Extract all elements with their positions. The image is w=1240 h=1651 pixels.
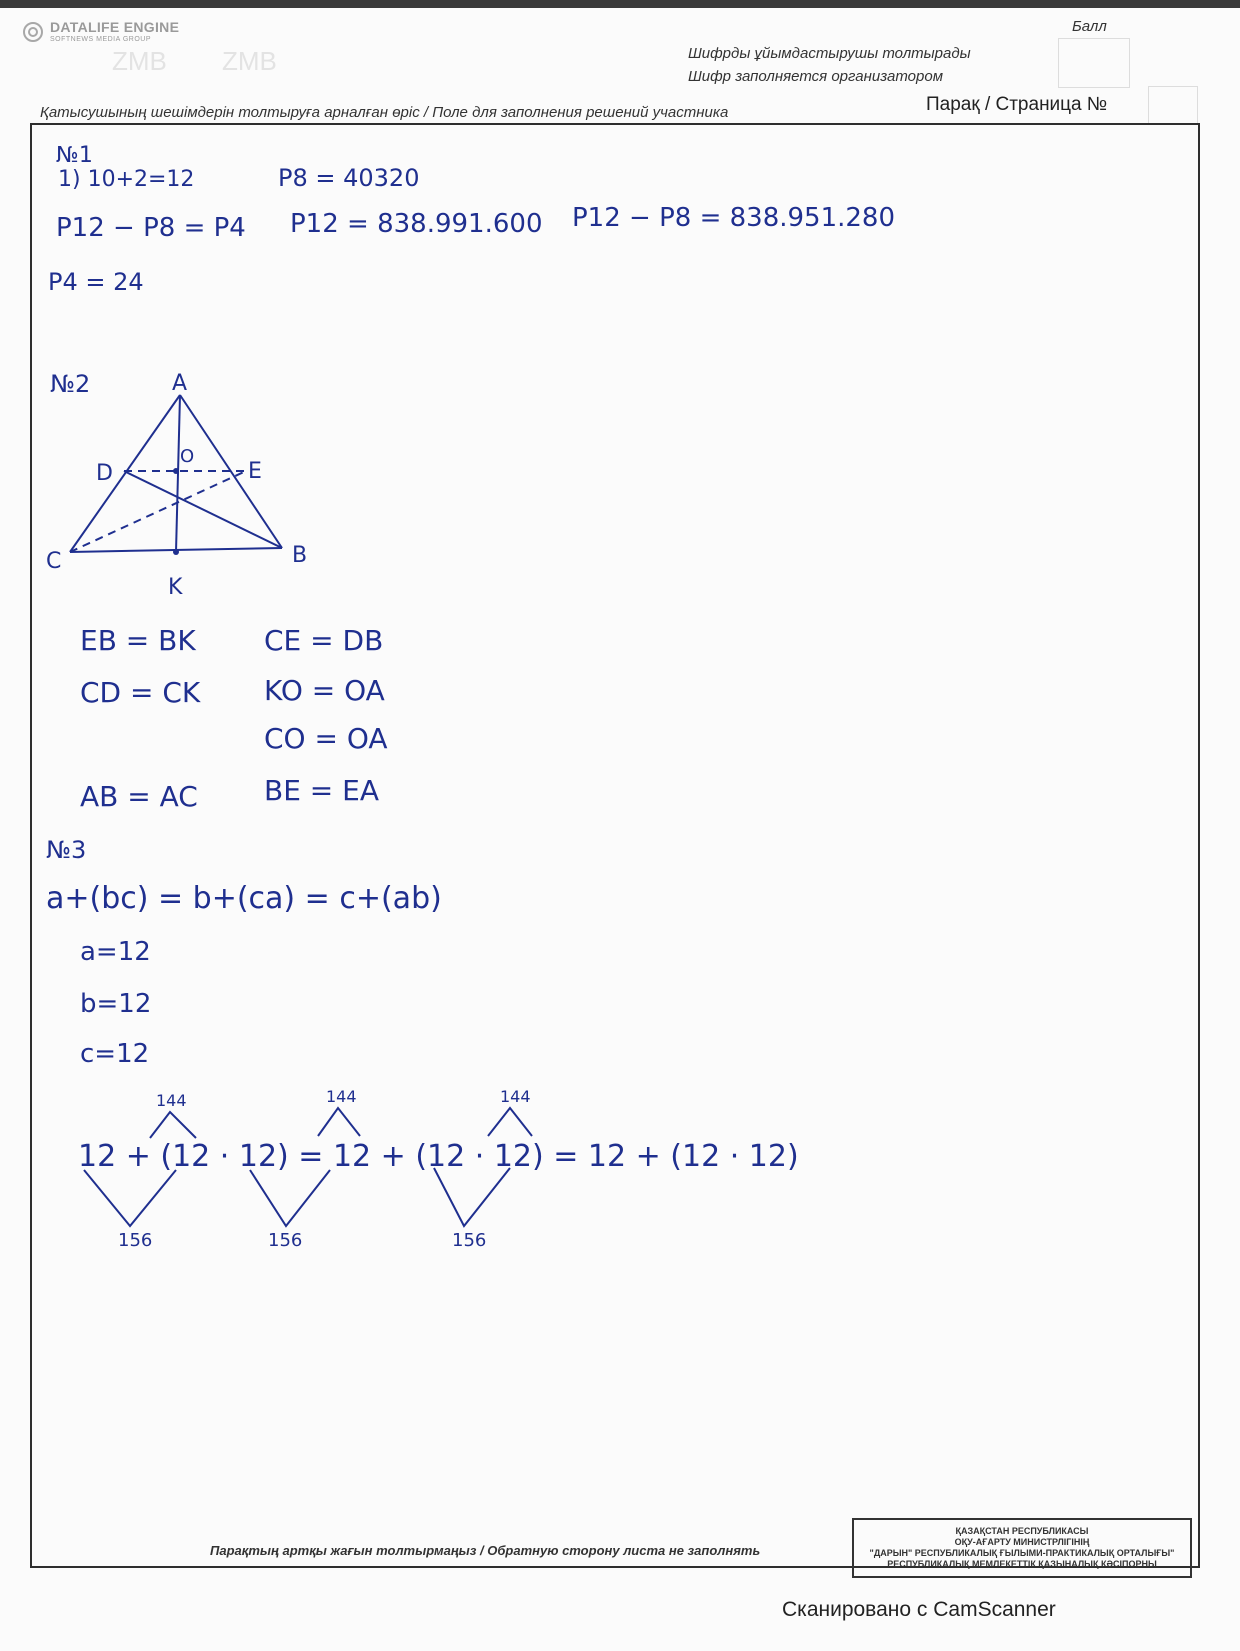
- vertex-label: B: [292, 543, 308, 568]
- cipher-note-kz: Шифрды ұйымдастырушы толтырады: [688, 45, 971, 62]
- cipher-note-ru: Шифр заполняется организатором: [688, 68, 943, 85]
- task3-product: 144: [326, 1087, 357, 1106]
- task3-formula: a+(bc) = b+(ca) = c+(ab): [46, 881, 442, 916]
- branch-top: [150, 1112, 196, 1138]
- task3-label: №3: [46, 836, 87, 864]
- camscanner-caption: Сканировано с CamScanner: [782, 1598, 1056, 1621]
- vertex-label: E: [248, 459, 262, 484]
- score-label: Балл: [1072, 18, 1107, 35]
- branch-bottom: [84, 1170, 176, 1226]
- task3-product: 144: [156, 1091, 187, 1110]
- task3-value: a=12: [80, 937, 151, 967]
- task3-value: c=12: [80, 1039, 150, 1069]
- task1-line2c: P12 − P8 = 838.951.280: [572, 203, 896, 233]
- stamp-line: РЕСПУБЛИКАЛЫҚ МЕМЛЕКЕТТІК ҚАЗЫНАЛЫҚ КӘСІПОРНЫ: [887, 1559, 1157, 1569]
- watermark-subtitle: SOFTNEWS MEDIA GROUP: [50, 36, 152, 43]
- task2-equation: AB = AC: [80, 780, 198, 813]
- task3-product: 144: [500, 1087, 531, 1106]
- task1-line1b: P8 = 40320: [278, 164, 420, 192]
- task2-equation: BE = EA: [264, 774, 380, 807]
- task2-equation: CO = OA: [264, 722, 388, 755]
- task2-label: №2: [50, 370, 91, 398]
- task3-sum: 156: [268, 1230, 303, 1251]
- page-number-label: Парақ / Страница №: [926, 94, 1108, 115]
- task3-sum: 156: [118, 1230, 153, 1251]
- task2-equation: EB = BK: [80, 624, 196, 657]
- point-k: [173, 549, 179, 555]
- task1-line3: P4 = 24: [48, 268, 144, 296]
- faint-bleed-through: ZMB: [112, 46, 167, 76]
- task1-label: №1: [56, 143, 93, 168]
- vertex-label: A: [172, 371, 188, 396]
- task2-equation: CD = CK: [80, 676, 201, 709]
- footer-note: Парақтың артқы жағын толтырмаңыз / Обратную сторону листа не заполнять: [210, 1543, 761, 1558]
- task1-line2a: P12 − P8 = P4: [56, 213, 246, 243]
- vertex-label: D: [96, 461, 113, 486]
- stamp-line: ҚАЗАҚСТАН РЕСПУБЛИКАСЫ: [955, 1526, 1089, 1536]
- side-ac: [70, 395, 180, 552]
- task3-sum: 156: [452, 1230, 487, 1251]
- vertex-label: C: [46, 549, 62, 574]
- vertex-label: O: [180, 446, 195, 467]
- task2-equation: CE = DB: [264, 624, 384, 657]
- watermark-title: DATALIFE ENGINE: [50, 19, 180, 35]
- vertex-label: K: [168, 575, 183, 600]
- answer-field-title: Қатысушының шешімдерін толтыруға арналған өріс / Поле для заполнения решений участника: [40, 104, 729, 121]
- branch-bottom: [250, 1170, 330, 1226]
- point-o: [173, 468, 179, 474]
- organization-stamp: [852, 1518, 1192, 1578]
- faint-bleed-through: ZMB: [222, 46, 277, 76]
- task1-line2b: P12 = 838.991.600: [290, 209, 543, 239]
- task2-equation: KO = OA: [264, 674, 385, 707]
- branch-top: [318, 1108, 360, 1136]
- stamp-line: "ДАРЫН" РЕСПУБЛИКАЛЫҚ ҒЫЛЫМИ-ПРАКТИКАЛЫҚ ОРТАЛЫҒЫ": [869, 1548, 1175, 1558]
- task1-line1a: 1) 10+2=12: [58, 167, 195, 192]
- stamp-line: ОҚУ-АҒАРТУ МИНИСТРЛІГІНІҢ: [954, 1537, 1090, 1547]
- task3-value: b=12: [80, 989, 152, 1019]
- branch-top: [488, 1108, 532, 1136]
- task3-expression: 12 + (12 · 12) = 12 + (12 · 12) = 12 + (12 · 12): [78, 1139, 799, 1174]
- branch-bottom: [434, 1168, 510, 1226]
